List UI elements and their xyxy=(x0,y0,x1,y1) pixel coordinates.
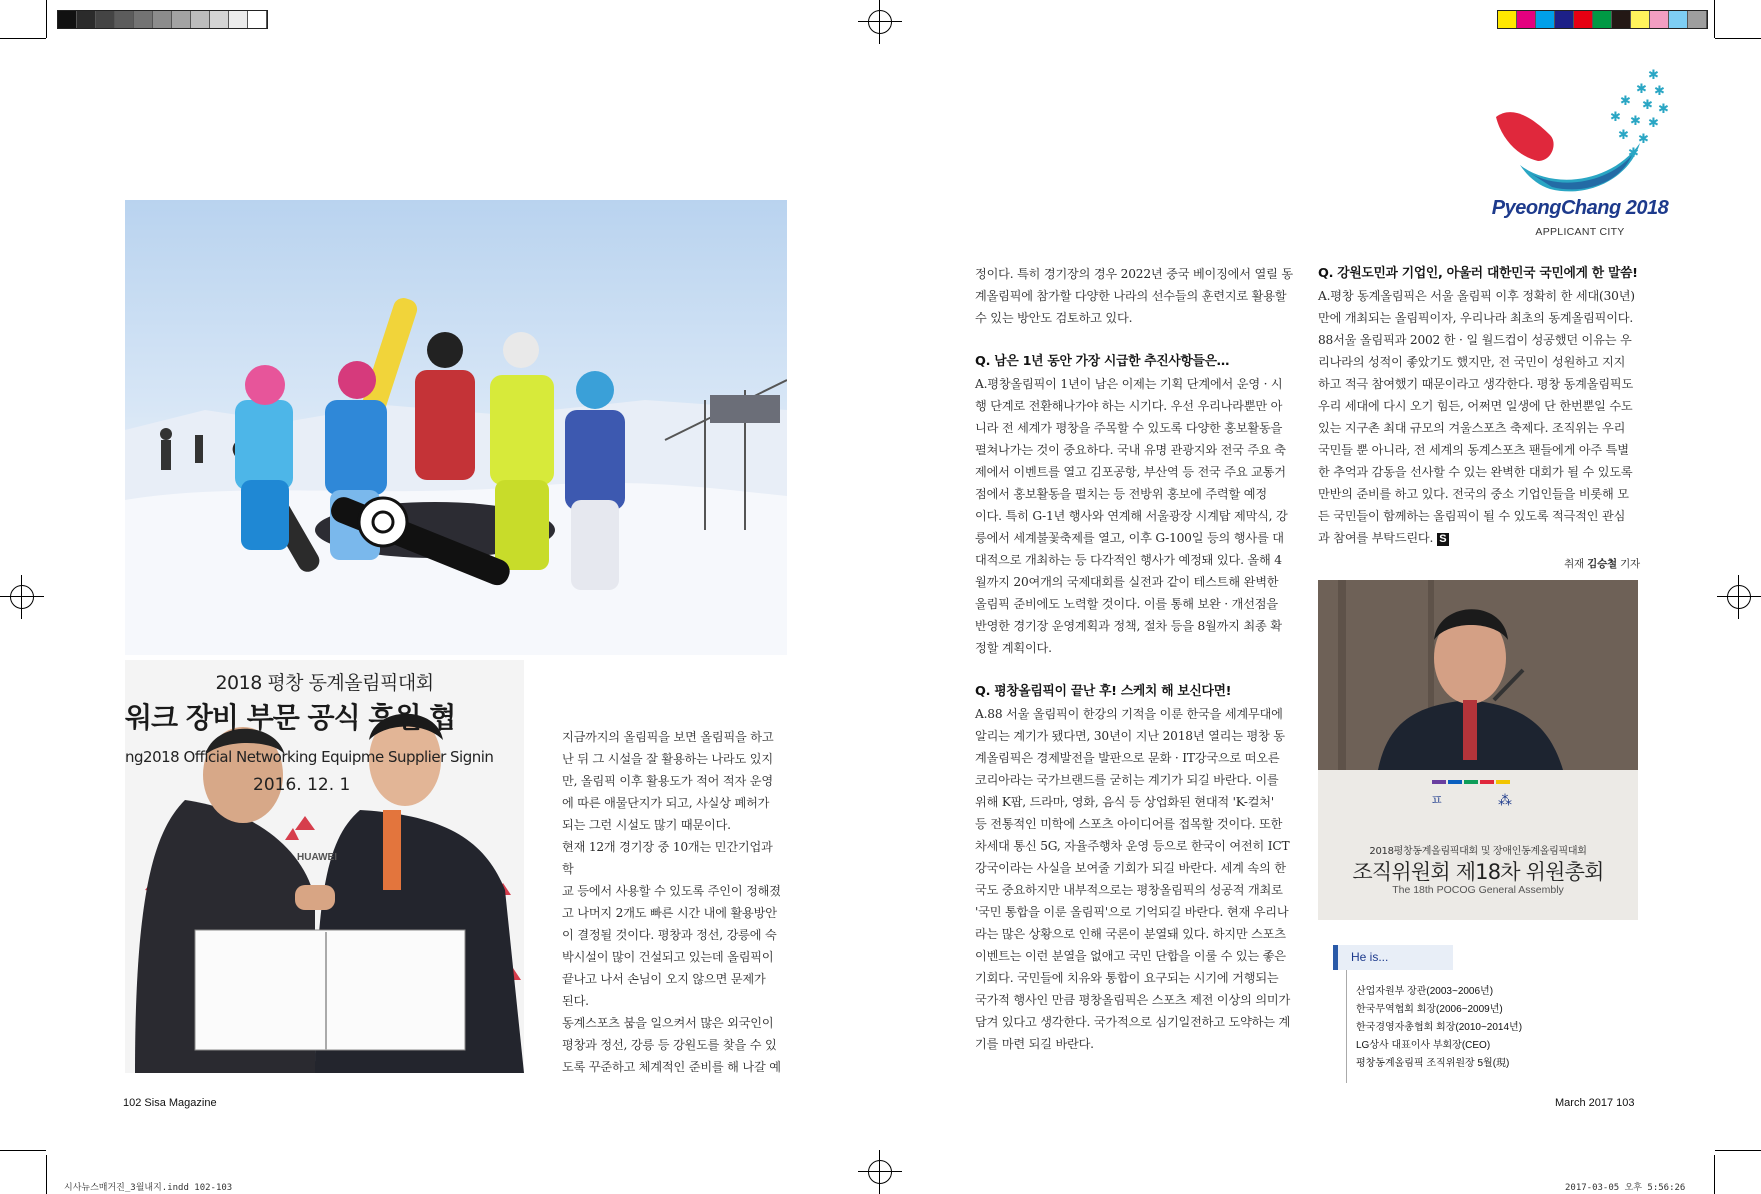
svg-text:ㅍ: ㅍ xyxy=(1430,793,1444,809)
text-line: 국가적 행사인 만큼 평창올림픽은 스포츠 제전 이상의 의미가 xyxy=(975,993,1291,1007)
text-line: 지금까지의 올림픽을 보면 올림픽을 하고 xyxy=(562,730,774,744)
svg-text:✱: ✱ xyxy=(1620,94,1631,109)
text-line: 정할 계획이다. xyxy=(975,641,1052,655)
text-line: 있는 지구촌 최대 규모의 겨울스포츠 축제다. 조직위는 우리 xyxy=(1318,421,1626,435)
logo-brand-text: PyeongChang 2018 xyxy=(1491,197,1669,219)
byline-suffix: 기자 xyxy=(1616,558,1640,570)
signing-ceremony-photo xyxy=(125,660,524,1073)
question-heading: Q. 남은 1년 동안 가장 시급한 추진사항들은… xyxy=(975,354,1230,369)
text-line: 알리는 계기가 됐다면, 30년이 지난 2018년 열리는 평창 동 xyxy=(975,729,1285,743)
registration-mark xyxy=(858,0,902,44)
middle-column-text xyxy=(975,263,1297,1055)
podium-text-line1: 2018평창동계올림픽대회 및 장애인동계올림픽대회 xyxy=(1369,846,1587,857)
slug-left: 시사뉴스매거진_3월내지.indd 102-103 xyxy=(64,1183,233,1193)
logo-subtitle: APPLICANT CITY xyxy=(1535,226,1625,238)
question-heading: Q. 평창올림픽이 끝난 후! 스케치 해 보신다면! xyxy=(975,684,1232,699)
folio-left: 102 Sisa Magazine xyxy=(123,1097,217,1109)
text-line: 위해 K팝, 드라마, 영화, 음식 등 상업화된 현대적 'K-컬처' xyxy=(975,795,1275,809)
crop-mark xyxy=(1714,0,1715,38)
svg-text:✱: ✱ xyxy=(1658,102,1669,117)
text-line: 끝나고 나서 손님이 오지 않으면 문제가 xyxy=(562,972,766,986)
registration-mark xyxy=(1717,575,1761,619)
text-line: 현재 12개 경기장 중 10개는 민간기업과 학 xyxy=(562,840,773,876)
registration-mark xyxy=(858,1150,902,1194)
right-column-text xyxy=(1318,263,1640,575)
text-line: 차세대 통신 5G, 자율주행차 운영 등으로 한국이 여전히 ICT xyxy=(975,839,1290,853)
list-item: 산업자원부 장관(2003~2006년) xyxy=(1356,986,1494,997)
snowflake-emblem-icon xyxy=(1490,65,1670,215)
list-item: 평창동계올림픽 조직위원장 5월(現) xyxy=(1356,1058,1510,1069)
text-line: 등 전통적인 미학에 스포츠 아이디어를 접목할 것이다. 또한 xyxy=(975,817,1283,831)
question-heading: Q. 강원도민과 기업인, 아울러 대한민국 국민에게 한 말씀! xyxy=(1318,266,1638,281)
crop-mark xyxy=(1715,38,1761,39)
grayscale-color-bar xyxy=(57,10,268,29)
svg-text:✱: ✱ xyxy=(1618,128,1629,143)
svg-text:✱: ✱ xyxy=(1630,114,1641,129)
he-is-header xyxy=(1333,945,1453,970)
text-line: A.평창올림픽이 1년이 남은 이제는 기획 단계에서 운영 · 시 xyxy=(975,377,1283,391)
crop-mark xyxy=(0,1150,46,1151)
end-mark-icon: S xyxy=(1437,533,1449,546)
svg-text:✱: ✱ xyxy=(1654,84,1665,99)
huawei-logo-text: HUAWEI xyxy=(297,852,337,863)
text-line xyxy=(1318,527,1640,549)
text-line: 반영한 경기장 운영계획과 정책, 절차 등을 8월까지 최종 확 xyxy=(975,619,1282,633)
text-line: A.평창 동계올림픽은 서울 올림픽 이후 정확히 한 세대(30년) xyxy=(1318,289,1635,303)
text-line: 되는 그런 시설도 많기 때문이다. xyxy=(562,818,731,832)
text-line: 하고 적극 참여했기 때문이라고 생각한다. 평창 동계올림픽도 xyxy=(1318,377,1634,391)
banner-date: 2016. 12. 1 xyxy=(253,775,351,795)
text-line: 고 나머지 2개도 빠른 시간 내에 활용방안 xyxy=(562,906,777,920)
text-line: 수 있는 방안도 검토하고 있다. xyxy=(975,311,1133,325)
text-line: 든 국민들이 함께하는 올림픽이 될 수 있도록 적극적인 관심 xyxy=(1318,509,1626,523)
text-line: 난 뒤 그 시설을 잘 활용하는 나라도 있지 xyxy=(562,752,773,766)
text-line: 우리 세대에 다시 오기 힘든, 어쩌면 일생에 단 한번뿐일 수도 xyxy=(1318,399,1633,413)
text-line: 동계스포츠 붐을 일으켜서 많은 외국인이 xyxy=(562,1016,774,1030)
he-is-list xyxy=(1356,983,1566,1073)
text-line: 교 등에서 사용할 수 있도록 주인이 정해졌 xyxy=(562,884,781,898)
he-is-title: He is... xyxy=(1351,950,1389,964)
slug-right: 2017-03-05 오후 5:56:26 xyxy=(1565,1183,1686,1193)
text-line: 만, 올림픽 이후 활용도가 적어 적자 운영 xyxy=(562,774,773,788)
list-item: 한국무역협회 회장(2006~2009년) xyxy=(1356,1004,1503,1015)
text-line: A.88 서울 올림픽이 한강의 기적을 이룬 한국을 세계무대에 xyxy=(975,707,1283,721)
text-line: 대적으로 개최하는 등 다각적인 행사가 예정돼 있다. 올해 4 xyxy=(975,553,1282,567)
he-is-divider xyxy=(1346,970,1347,1083)
text-line-content: 과 참여를 부탁드린다. xyxy=(1318,531,1434,545)
text-line: 도록 꾸준하고 체계적인 준비를 해 나갈 예 xyxy=(562,1060,781,1074)
text-line: 기회다. 국민들에 치유와 통합이 요구되는 시기에 거행되는 xyxy=(975,971,1279,985)
text-line: 니라 전 세계가 평창을 주목할 수 있도록 다양한 홍보활동을 xyxy=(975,421,1283,435)
text-line: 이 결정될 것이다. 평창과 정선, 강릉에 숙 xyxy=(562,928,777,942)
text-line: 국민들 뿐 아니라, 전 세계의 동계스포츠 팬들에게 아주 특별 xyxy=(1318,443,1629,457)
text-line: 기를 마련 되길 바란다. xyxy=(975,1037,1094,1051)
podium-text-line2: 조직위원회 제18차 위원총회 xyxy=(1352,860,1604,884)
svg-text:✱: ✱ xyxy=(1638,132,1649,147)
svg-text:✱: ✱ xyxy=(1628,146,1639,161)
podium-text-line3: The 18th POCOG General Assembly xyxy=(1392,884,1564,896)
text-line: 릉에서 세계불꽃축제를 열고, 이후 G-100일 등의 행사를 대 xyxy=(975,531,1284,545)
ski-group-photo xyxy=(125,200,787,655)
text-line: '국민 통합을 이룬 올림픽'으로 기억되길 바란다. 현재 우리나 xyxy=(975,905,1289,919)
process-color-bar xyxy=(1497,10,1708,29)
svg-text:✱: ✱ xyxy=(1648,68,1659,83)
text-line: 펼쳐나가는 것이 중요하다. 국내 유명 관광지와 전국 주요 축 xyxy=(975,443,1286,457)
crop-mark xyxy=(46,1155,47,1194)
text-line: 이벤트는 이런 분열을 없애고 국민 단합을 이룰 수 있는 좋은 xyxy=(975,949,1286,963)
list-item: 한국경영자총협회 회장(2010~2014년) xyxy=(1356,1022,1523,1033)
text-line: 에 따른 애물단지가 되고, 사실상 폐허가 xyxy=(562,796,770,810)
text-line: 리나라의 성적이 좋았기도 했지만, 전 국민이 성원하고 지지 xyxy=(1318,355,1626,369)
left-column-text xyxy=(562,726,787,1078)
byline-prefix: 취재 xyxy=(1564,558,1588,570)
text-line: 만에 개최되는 올림픽이자, 우리나라 최초의 동계올림픽이다. xyxy=(1318,311,1634,325)
text-line: 만반의 준비를 하고 있다. 전국의 중소 기업인들을 비롯해 모 xyxy=(1318,487,1629,501)
svg-text:✱: ✱ xyxy=(1648,116,1659,131)
text-line: 정이다. 특히 경기장의 경우 2022년 중국 베이징에서 열릴 동 xyxy=(975,267,1293,281)
crop-mark xyxy=(1715,1150,1761,1151)
folio-right: March 2017 103 xyxy=(1555,1097,1635,1109)
text-line: 이다. 특히 G-1년 행사와 연계해 서울광장 시계탑 제막식, 강 xyxy=(975,509,1288,523)
banner-title-line2: 워크 장비 부문 공식 후원 협 xyxy=(125,701,456,734)
text-line: 라는 많은 상황으로 인해 국론이 분열돼 있다. 하지만 스포츠 xyxy=(975,927,1286,941)
registration-mark xyxy=(0,575,44,619)
byline xyxy=(1318,553,1640,575)
text-line: 계올림픽에 참가할 다양한 나라의 선수들의 훈련지로 활용할 xyxy=(975,289,1287,303)
list-item: LG상사 대표이사 부회장(CEO) xyxy=(1356,1040,1491,1051)
text-line: 월까지 20여개의 국제대회를 실전과 같이 테스트해 완벽한 xyxy=(975,575,1279,589)
byline-name: 김승철 xyxy=(1587,558,1617,570)
text-line: 평창과 정선, 강릉 등 강원도를 찾을 수 있 xyxy=(562,1038,777,1052)
text-line: 계올림픽은 경제발전을 발판으로 문화 · IT강국으로 떠오른 xyxy=(975,751,1280,765)
crop-mark xyxy=(1714,1155,1715,1194)
text-line: 박시설이 많이 건설되고 있는데 올림픽이 xyxy=(562,950,774,964)
banner-title-line3: ng2018 Official Networking Equipme Supplier Signin xyxy=(125,748,494,766)
banner-title-line1: 2018 평창 동계올림픽대회 xyxy=(215,672,434,694)
text-line: 올림픽 준비에도 노력할 것이다. 이를 통해 보완 · 개선점을 xyxy=(975,597,1278,611)
text-line: 88서울 올림픽과 2002 한 · 일 월드컵이 성공했던 이유는 우 xyxy=(1318,333,1632,347)
text-line: 코리아라는 국가브랜드를 굳히는 계기가 되길 바란다. 이를 xyxy=(975,773,1279,787)
assembly-speech-photo xyxy=(1318,580,1638,920)
text-line: 한 추억과 감동을 선사할 수 있는 완벽한 대회가 될 수 있도록 xyxy=(1318,465,1633,479)
svg-text:⁂: ⁂ xyxy=(1498,793,1512,809)
text-line: 담겨 있다고 생각한다. 국가적으로 심기일전하고 도약하는 계 xyxy=(975,1015,1291,1029)
svg-text:✱: ✱ xyxy=(1636,82,1647,97)
crop-mark xyxy=(0,38,46,39)
text-line: 제에서 이벤트를 열고 김포공항, 부산역 등 전국 주요 교통거 xyxy=(975,465,1286,479)
pyeongchang-logo xyxy=(1490,65,1670,245)
crop-mark xyxy=(46,0,47,38)
text-line: 된다. xyxy=(562,994,589,1008)
text-line: 국도 중요하지만 내부적으로는 평창올림픽의 성공적 개최로 xyxy=(975,883,1283,897)
svg-text:✱: ✱ xyxy=(1642,98,1653,113)
text-line: 점에서 홍보활동을 펼치는 등 전방위 홍보에 주력할 예정 xyxy=(975,487,1267,501)
text-line: 강국이라는 사실을 보여줄 기회가 되길 바란다. 세계 속의 한 xyxy=(975,861,1286,875)
svg-text:✱: ✱ xyxy=(1610,110,1621,125)
text-line: 행 단계로 전환해나가야 하는 시기다. 우선 우리나라뿐만 아 xyxy=(975,399,1283,413)
